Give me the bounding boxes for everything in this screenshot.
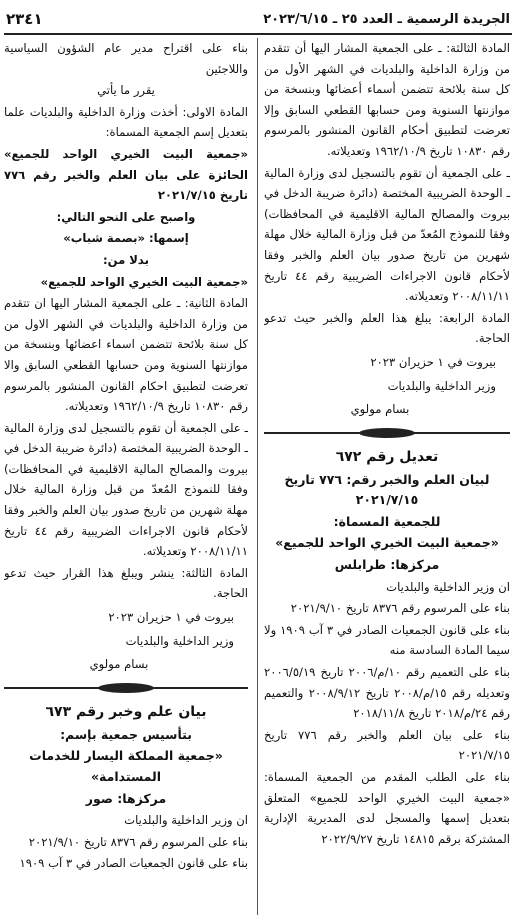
preamble-line: ان وزير الداخلية والبلديات — [124, 813, 248, 828]
old-name: «جمعية البيت الخيري الواحد للجميع» — [40, 274, 248, 289]
became-heading: واصبح على النحو التالي: — [56, 209, 196, 224]
association-name: «جمعية البيت الخيري الواحد للجميع» — [275, 535, 499, 551]
preamble-line: بناء على المرسوم رقم ٨٣٧٦ تاريخ ٢٠٢١/٩/١٠ — [28, 834, 248, 849]
issue-date: ٢٠٢٣/٦/١٥ — [263, 11, 329, 27]
preamble-line: بناء على الطلب المقدم من الجمعية المسماة: «جمعية البيت الخيري الواحد للجميع» المتعلق بتعديل إسمها والمسجل لدى المديرية الإدارية المشتركة برقم ١٤٨١٥ تاريخ ٢٠٢٢/٩/٢٧ — [264, 770, 510, 846]
signature-role: وزير الداخلية والبلديات — [125, 633, 234, 648]
section-subtitle: لبيان العلم والخبر رقم: ٧٧٦ تاريخ ٢٠٢١/٧/١٥ — [284, 471, 490, 508]
running-title: الجريدة الرسمية ـ العدد ٢٥ ـ ٢٠٢٣/٦/١٥ — [263, 11, 510, 27]
tax-registration-clause: ـ على الجمعية أن تقوم بالتسجيل لدى وزارة المالية ـ الوحدة الضريبية المختصة (دائرة ضريبة الدخل في بيروت والمصالح المالية الاقليمية في المحافظات) وفقا للنموذج المُعدّ من قبل وزارة المالية خلال مهلة شهرين من تاريخ صدور بيان العلم والخبر وفقا لأحكام قانون الاجراءات الضريبية رقم ٤٤ تاريخ ٢٠٠٨/١١/١١ وتعديلاته. — [264, 165, 510, 304]
association-name: «جمعية المملكة اليسار للخدمات المستدامة» — [29, 748, 223, 784]
preamble-line: بناء على اقتراح مدير عام الشؤون السياسية واللاجئين — [4, 41, 248, 76]
section-subtitle: للجمعية المسماة: — [333, 513, 441, 529]
preamble-line: بناء على بيان العلم والخبر رقم ٧٧٦ تاريخ ٢٠٢١/٧/١٥ — [264, 727, 510, 763]
article-1: المادة الاولى: أخذت وزارة الداخلية والبلديات علما بتعديل إسم الجمعية المسماة: — [4, 104, 248, 140]
column-divider — [257, 38, 258, 915]
preamble-line: بناء على قانون الجمعيات الصادر في ٣ آب ١٩٠٩ ولا سيما المادة السادسة منه — [264, 622, 510, 658]
section-title: بيان علم وخبر رقم ٦٧٣ — [45, 703, 207, 720]
preamble-line: بناء على التعميم رقم ١٠/م/٢٠٠٦ تاريخ ٢٠٠٦/٥/١٩ وتعديله رقم ١٥/م/٢٠٠٨ تاريخ ٢٠٠٨/٩/١٢ والتعميم رقم ٢٤/م/٢٠١٨ تاريخ ٢٠١٨/١١/٨ — [264, 665, 510, 721]
article-3: المادة الثالثة: ـ على الجمعية المشار اليها أن تتقدم من وزارة الداخلية والبلديات في الشهر الأول من كل سنة بلائحة تتضمن أسماء أعضائها وبنسخة من موازنتها السنوية ومن حسابها القطعي السابق وإلا تعرضت لتطبيق أحكام القانون المنشور بالمرسوم رقم ١٠٨٣٠ تاريخ ١٩٦٢/١٠/٩ وتعديلاته. — [264, 41, 510, 158]
preamble-line: بناء على المرسوم رقم ٨٣٧٦ تاريخ ٢٠٢١/٩/١٠ — [290, 601, 510, 616]
signature-role: وزير الداخلية والبلديات — [387, 378, 496, 393]
section-subtitle: بتأسيس جمعية بإسم: — [60, 726, 192, 742]
right-column — [264, 38, 510, 915]
signature-name: بسام مولوي — [350, 402, 410, 417]
old-name-clause: «جمعية البيت الخيري الواحد للجميع» الحائزة على بيان العلم والخبر رقم ٧٧٦ تاريخ ٢٠٢١/٧/١٥ — [4, 146, 248, 203]
preamble-line: ان وزير الداخلية والبلديات — [386, 579, 510, 594]
signature-name: بسام مولوي — [89, 657, 149, 672]
page-number: ٢٣٤١ — [6, 10, 43, 28]
header-rule — [4, 33, 512, 35]
section-separator — [264, 428, 510, 438]
article-4: المادة الرابعة: يبلغ هذا العلم والخبر حيث تدعو الحاجة. — [264, 310, 510, 346]
association-seat: مركزها: طرابلس — [334, 557, 440, 573]
association-seat: مركزها: صور — [85, 790, 167, 806]
preamble-line: بناء على قانون الجمعيات الصادر في ٣ آب ١٩٠٩ — [19, 856, 248, 871]
left-column — [4, 38, 248, 915]
article-3: المادة الثالثة: ينشر ويبلغ هذا القرار حيث تدعو الحاجة. — [4, 565, 248, 601]
signature-date: بيروت في ١ حزيران ٢٠٢٣ — [108, 610, 234, 625]
tax-registration-clause: ـ على الجمعية أن تقوم بالتسجيل لدى وزارة المالية ـ الوحدة الضريبية المختصة (دائرة ضريبة الدخل في بيروت والمصالح المالية الاقليمية في المحافظات) وفقا للنموذج المُعدّ من قبل وزارة المالية خلال مهلة شهرين من تاريخ صدور بيان العلم والخبر وفقا لأحكام قانون الاجراءات الضريبية رقم ٤٤ تاريخ ٢٠٠٨/١١/١١ وتعديلاته. — [4, 420, 248, 559]
decision-heading: يقرر ما يأتي — [97, 83, 155, 98]
page-header — [6, 6, 510, 32]
section-title: تعديل رقم ٦٧٢ — [335, 448, 439, 465]
journal-name: الجريدة الرسمية ـ العدد — [362, 11, 510, 27]
signature-date: بيروت في ١ حزيران ٢٠٢٣ — [370, 354, 496, 369]
instead-of-heading: بدلا من: — [103, 252, 149, 267]
article-2: المادة الثانية: ـ على الجمعية المشار اليها ان تتقدم من وزارة الداخلية والبلديات في الشهر الاول من كل سنة بلائحة تتضمن اسماء اعضائها وبنسخة من موازنتها السنوية ومن حسابها القطعي السابق والا تعرضت لتطبيق احكام القانون المنشور بالمرسوم رقم ١٠٨٣٠ تاريخ ١٩٦٢/١٠/٩ وتعديلاته. — [4, 296, 248, 414]
new-name: إسمها: «بصمة شباب» — [63, 231, 189, 246]
issue-number: ٢٥ — [341, 11, 358, 27]
section-separator — [4, 683, 248, 693]
